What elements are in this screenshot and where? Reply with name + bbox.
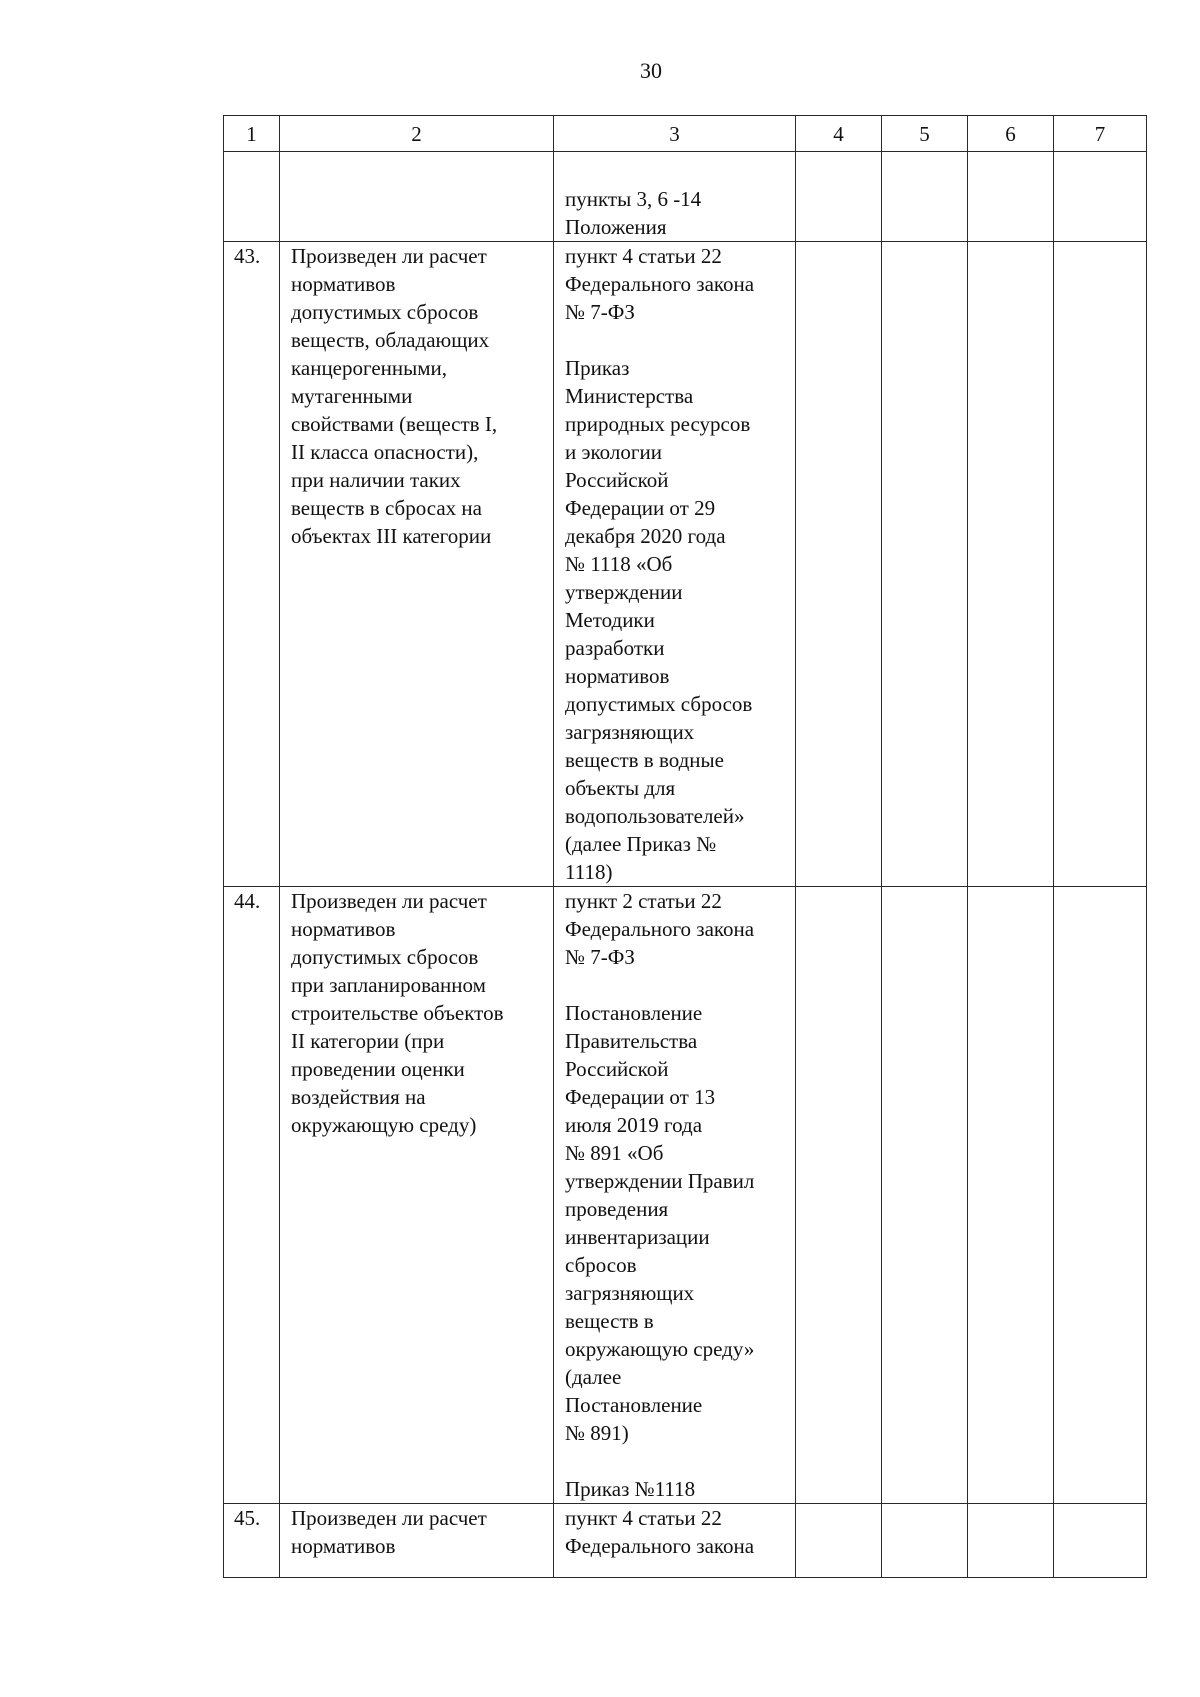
reference-cell: [554, 1504, 796, 1578]
row-number: 44.: [234, 889, 261, 913]
reference-cell: [554, 887, 796, 1504]
cell-empty: [1054, 887, 1147, 1504]
header-cell-7: 7: [1054, 116, 1147, 152]
reference-text: пункт 2 статьи 22 Федерального закона № 7-ФЗ Постановление Правительства Российской Федерации от 13 июля 2019 года № 891 «Об утверждении Правил проведения инвентаризации сбросов загрязняющих веществ в окружающую среду» (далее Постановление № 891) Приказ №1118: [565, 889, 755, 1501]
header-cell-5: 5: [882, 116, 968, 152]
question-text: Произведен ли расчет нормативов допустимых сбросов веществ, обладающих канцерогенными, мутагенными свойствами (веществ I, II класса опасности), при наличии таких веществ в сбросах на объектах III категории: [291, 244, 498, 548]
question-cell: [280, 1504, 554, 1578]
reference-text: пункт 4 статьи 22 Федерального закона № 7-ФЗ Приказ Министерства природных ресурсов и экологии Российской Федерации от 29 декабря 2020 года № 1118 «Об утверждении Методики разработки нормативов допустимых сбросов загрязняющих веществ в водные объекты для водопользователей» (далее Приказ № 1118): [565, 244, 755, 884]
row-number: 45.: [234, 1506, 261, 1530]
cell-empty: [280, 152, 554, 242]
reference-text: пункт 4 статьи 22 Федерального закона: [565, 1506, 755, 1558]
header-cell-6: 6: [968, 116, 1054, 152]
cell-empty: [882, 1504, 968, 1578]
cell-empty: [796, 152, 882, 242]
table-header-row: [224, 116, 1147, 152]
row-number-cell: [224, 242, 280, 887]
cell-empty: [882, 242, 968, 887]
question-cell: [280, 887, 554, 1504]
header-cell-4: 4: [796, 116, 882, 152]
header-cell-1: 1: [224, 116, 280, 152]
cell-empty: [796, 887, 882, 1504]
table-row-45: [224, 1504, 1147, 1578]
question-text: Произведен ли расчет нормативов: [291, 1506, 487, 1558]
reference-text: пункты 3, 6 -14 Положения: [565, 187, 702, 239]
cell-empty: [1054, 152, 1147, 242]
cell-empty: [968, 887, 1054, 1504]
table-row-continuation: [224, 152, 1147, 242]
table-row-43: [224, 242, 1147, 887]
question-cell: [280, 242, 554, 887]
header-cell-3: 3: [554, 116, 796, 152]
reference-cell: [554, 242, 796, 887]
cell-empty: [968, 242, 1054, 887]
header-cell-2: 2: [280, 116, 554, 152]
cell-empty: [796, 242, 882, 887]
cell-empty: [1054, 1504, 1147, 1578]
cell-empty: [968, 152, 1054, 242]
cell-empty: [1054, 242, 1147, 887]
row-number: 43.: [234, 244, 261, 268]
page-number: 30: [640, 58, 662, 83]
reference-cell: [554, 152, 796, 242]
question-text: Произведен ли расчет нормативов допустимых сбросов при запланированном строительстве объектов II категории (при проведении оценки воздействия на окружающую среду): [291, 889, 504, 1137]
table-row-44: [224, 887, 1147, 1504]
row-number-cell: [224, 887, 280, 1504]
cell-empty: [796, 1504, 882, 1578]
cell-empty: [968, 1504, 1054, 1578]
cell-empty: [882, 887, 968, 1504]
checklist-table: [223, 115, 1147, 1578]
row-number-cell: [224, 1504, 280, 1578]
cell-empty: [882, 152, 968, 242]
cell-empty: [224, 152, 280, 242]
